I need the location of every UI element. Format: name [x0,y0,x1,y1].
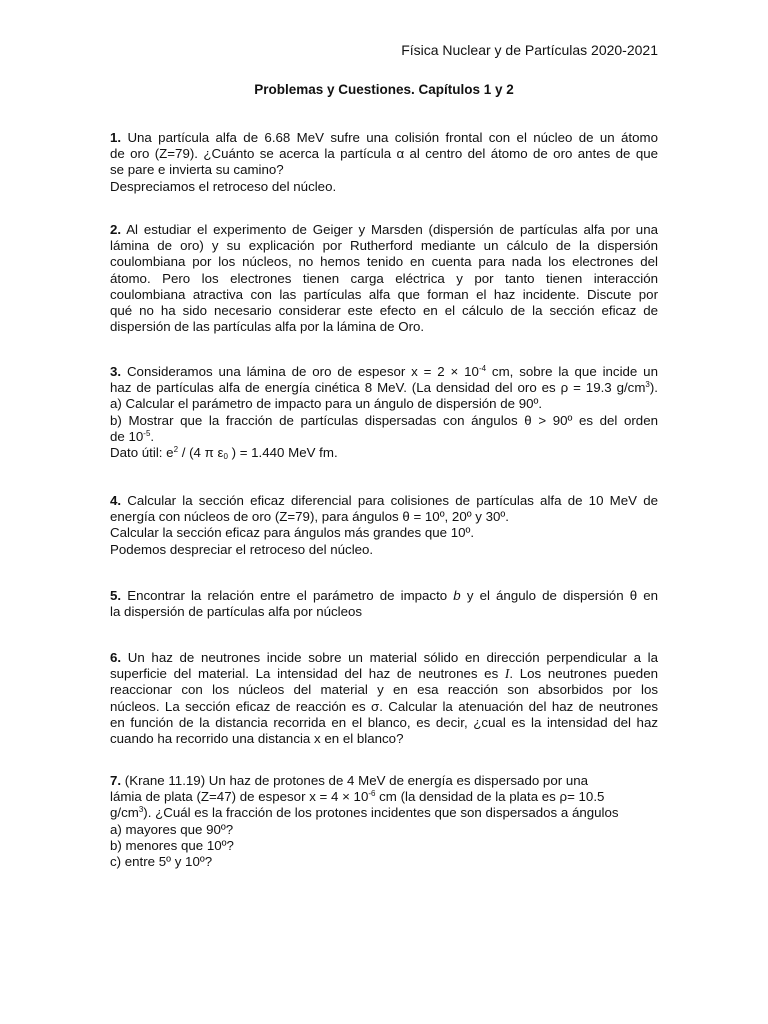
problem-3-line-1: 3. Consideramos una lámina de oro de espesor $x = 2 \times 10^{-4}$ cm, sobre la que incide un [110,364,658,379]
problem-7-line-6: c) entre 5º y 10º? [110,854,213,870]
problem-4-line-1: 4. Calcular la sección eficaz diferencial para colisiones de partículas alfa de 10 MeV de [110,493,658,508]
problem-5-line-2: la dispersión de partículas alfa por núcleos [110,604,363,620]
problem-6 [110,650,658,747]
problem-2-line-7: dispersión de las partículas alfa por la lámina de Oro. [110,319,425,335]
problem-7 [110,773,658,870]
problem-number: 5. [110,588,122,603]
course-header: Física Nuclear y de Partículas 2020-2021 [401,42,658,58]
problem-1-line-4: Despreciamos el retroceso del núcleo. [110,178,337,194]
problem-3-line-3: a) Calcular el parámetro de impacto para un ángulo de dispersión de 90º. [110,396,543,412]
problem-3-line-4: b) Mostrar que la fracción de partículas dispersadas con ángulos θ > 90º es del orden [110,412,658,428]
problem-6-line-6: cuando ha recorrido una distancia x en el blanco? [110,731,404,747]
problem-1-line-3: se pare e invierta su camino? [110,162,284,178]
problem-number: 1. [110,130,122,145]
problem-7-line-3: $g/cm^3$). ¿Cuál es la fracción de los protones incidentes que son dispersados a ángulos [110,805,619,821]
problem-2-line-6: qué no ha sido necesario considerar este efecto en el cálculo de la sección eficaz de [110,303,658,319]
problem-3-line-6: Dato útil: $e^2 / (4$ π $\varepsilon_0$ ) = 1.440 MeV fm. [110,445,338,462]
problem-6-line-3: reaccionar con los núcleos del material y en esa reacción son absorbidos por los [110,682,658,698]
problem-2-line-5: coulombiana atractiva con las partículas alfa que forman el haz incidente. Discute por [110,286,658,302]
problem-7-line-2: lámia de plata (Z=47) de espesor $x = 4 \times 10^{-6}$ cm (la densidad de la plata es ρ= 10.5 [110,789,605,805]
problem-2 [110,222,658,335]
problem-4-line-3: Calcular la sección eficaz para ángulos más grandes que 10º. [110,525,475,541]
problem-3 [110,364,658,461]
problem-4-line-4: Podemos despreciar el retroceso del núcleo. [110,541,374,557]
problem-3-line-5: de $10^{-5}$. [110,428,155,444]
problem-number: 7. [110,773,122,788]
problem-2-line-1: 2. Al estudiar el experimento de Geiger y Marsden (dispersión de partículas alfa por una [110,222,658,237]
problem-4 [110,493,658,558]
problem-6-line-2: superficie del material. La intensidad del haz de neutrones es I. Los neutrones pueden [110,666,658,682]
document-title: Problemas y Cuestiones. Capítulos 1 y 2 [254,82,514,97]
problem-number: 3. [110,364,122,379]
problem-6-line-5: en función de la distancia recorrida en el blanco, es decir, ¿cual es la intensidad del haz [110,714,658,730]
problem-1 [110,130,658,195]
problem-7-line-4: a) mayores que 90º? [110,821,234,837]
problem-7-line-1: 7. (Krane 11.19) Un haz de protones de 4 MeV de energía es dispersado por una [110,773,589,788]
problem-2-line-4: átomo. Pero los electrones tienen carga eléctrica y por tanto tienen interacción [110,270,658,286]
problem-2-line-3: coulombiana por los núcleos, no hemos tenido en cuenta para nada los electrones del [110,254,658,270]
problem-2-line-2: lámina de oro) y su explicación por Rutherford mediante un cálculo de la dispersión [110,238,658,254]
problem-5 [110,588,658,620]
problem-number: 2. [110,222,122,237]
problem-6-line-1: 6. Un haz de neutrones incide sobre un material sólido en dirección perpendicular a la [110,650,658,665]
problem-4-line-2: energía con núcleos de oro (Z=79), para ángulos θ = 10º, 20º y 30º. [110,509,509,525]
problem-5-line-1: 5. Encontrar la relación entre el parámetro de impacto b y el ángulo de dispersión θ en [110,588,659,603]
problem-6-line-4: núcleos. La sección eficaz de reacción es σ. Calcular la atenuación del haz de neutrones [110,698,658,714]
problem-3-line-2: haz de partículas alfa de energía cinética 8 MeV. (La densidad del oro es ρ = 19.3 $g/cm^3$). [110,380,658,396]
problem-number: 6. [110,650,122,665]
problem-1-line-1: 1. Una partícula alfa de 6.68 MeV sufre una colisión frontal con el núcleo de un átomo [110,130,658,145]
problem-number: 4. [110,493,122,508]
problem-7-line-5: b) menores que 10º? [110,837,234,853]
problem-1-line-2: de oro (Z=79). ¿Cuánto se acerca la partícula α al centro del átomo de oro antes de que [110,146,658,162]
